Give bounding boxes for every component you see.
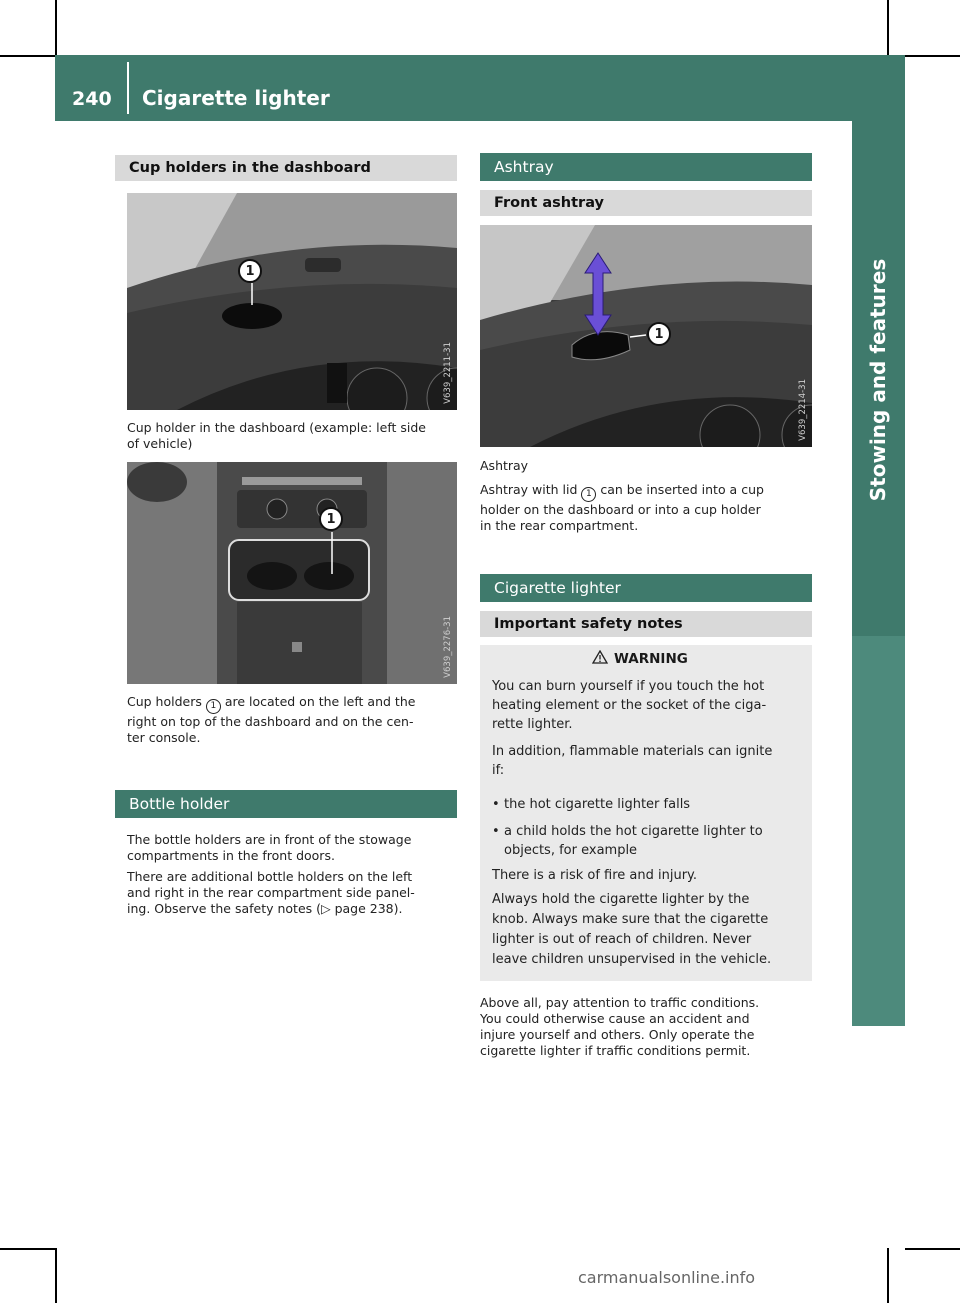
text-line: holder on the dashboard or into a cup holder [480, 502, 761, 517]
warning-heading [592, 650, 688, 668]
ashtray-paragraph [480, 482, 815, 534]
warning-bullet: • the hot cigarette lighter falls [492, 797, 691, 812]
figure-caption: Ashtray [480, 458, 529, 473]
text-run: can be inserted into a cup [596, 482, 764, 497]
text-line: Above all, pay attention to traffic conditions. [480, 995, 760, 1010]
traffic-paragraph [480, 995, 815, 1059]
section-heading-cup-holders: Cup holders in the dashboard [115, 155, 457, 181]
warning-line: There is a risk of fire and injury. [492, 868, 698, 883]
crop-mark [0, 55, 55, 57]
text-line: compartments in the front doors. [127, 848, 335, 863]
callout-1: 1 [238, 259, 262, 283]
text-line: There are additional bottle holders on the left [127, 869, 413, 884]
crop-mark [887, 0, 889, 55]
figure-caption [127, 420, 457, 452]
figure-code: V639_2276-31 [443, 616, 453, 678]
warning-title: WARNING [614, 651, 688, 667]
warning-line: rette lighter. [492, 717, 573, 732]
text-line: and right in the rear compartment side panel- [127, 885, 415, 900]
figure-front-ashtray [480, 225, 812, 447]
text-line: You could otherwise cause an accident and [480, 1011, 750, 1026]
bullet-text: the hot cigarette lighter falls [504, 797, 691, 812]
warning-line: if: [492, 763, 505, 778]
figure-code: V639_2214-31 [798, 379, 808, 441]
text-line: in the rear compartment. [480, 518, 639, 533]
text-line: cigarette lighter if traffic conditions permit. [480, 1043, 751, 1058]
side-tab-lower [852, 636, 905, 1026]
caption-line: of vehicle) [127, 436, 193, 451]
crop-mark [905, 1248, 960, 1250]
bullet-text: a child holds the hot cigarette lighter to [504, 824, 763, 839]
figure-center-console-cup-holder [127, 462, 457, 684]
text-line: ter console. [127, 730, 201, 745]
text-run: Cup holders [127, 694, 206, 709]
section-heading-cigarette-lighter: Cigarette lighter [480, 574, 812, 602]
figure-dashboard-cup-holder [127, 193, 457, 410]
inline-callout-1: 1 [206, 699, 221, 714]
callout-1: 1 [647, 322, 671, 346]
text-run: Ashtray with lid [480, 482, 582, 497]
crop-mark [887, 1248, 889, 1303]
text-line: right on top of the dashboard and on the cen- [127, 714, 414, 729]
watermark-link[interactable]: carmanualsonline.info [578, 1268, 756, 1287]
warning-line: In addition, flammable materials can ignite [492, 744, 773, 759]
warning-bullet: • a child holds the hot cigarette lighter to [492, 824, 763, 839]
warning-line: leave children unsupervised in the vehicle. [492, 952, 772, 967]
warning-line: You can burn yourself if you touch the hot [492, 679, 765, 694]
warning-triangle-icon [592, 650, 608, 668]
bullet-text: objects, for example [504, 843, 638, 858]
section-heading-safety-notes: Important safety notes [480, 611, 812, 637]
page-number: 240 [72, 88, 112, 110]
section-heading-front-ashtray: Front ashtray [480, 190, 812, 216]
warning-line: knob. Always make sure that the cigarette [492, 912, 769, 927]
text-line: ing. Observe the safety notes (▷ page 238). [127, 901, 403, 916]
bottle-holder-paragraph [127, 832, 462, 917]
callout-1: 1 [319, 507, 343, 531]
crop-mark [55, 1248, 57, 1303]
text-line: injure yourself and others. Only operate the [480, 1027, 755, 1042]
crop-mark [0, 1248, 55, 1250]
text-line: The bottle holders are in front of the stowage [127, 832, 412, 847]
text-run: are located on the left and the [220, 694, 416, 709]
caption-line: Cup holder in the dashboard (example: left side [127, 420, 426, 435]
warning-bullet-continuation [492, 841, 804, 860]
running-title: Cigarette lighter [142, 86, 330, 110]
warning-line: Always hold the cigarette lighter by the [492, 892, 750, 907]
warning-line: lighter is out of reach of children. Never [492, 932, 752, 947]
side-tab-label: Stowing and features [866, 258, 890, 502]
inline-callout-1: 1 [581, 487, 596, 502]
section-heading-ashtray: Ashtray [480, 153, 812, 181]
header-divider [127, 62, 129, 114]
cup-holders-paragraph [127, 694, 462, 746]
figure-code: V639_2211-31 [443, 342, 453, 404]
crop-mark [905, 55, 960, 57]
crop-mark [55, 0, 57, 55]
warning-line: heating element or the socket of the ciga- [492, 698, 767, 713]
section-heading-bottle-holder: Bottle holder [115, 790, 457, 818]
